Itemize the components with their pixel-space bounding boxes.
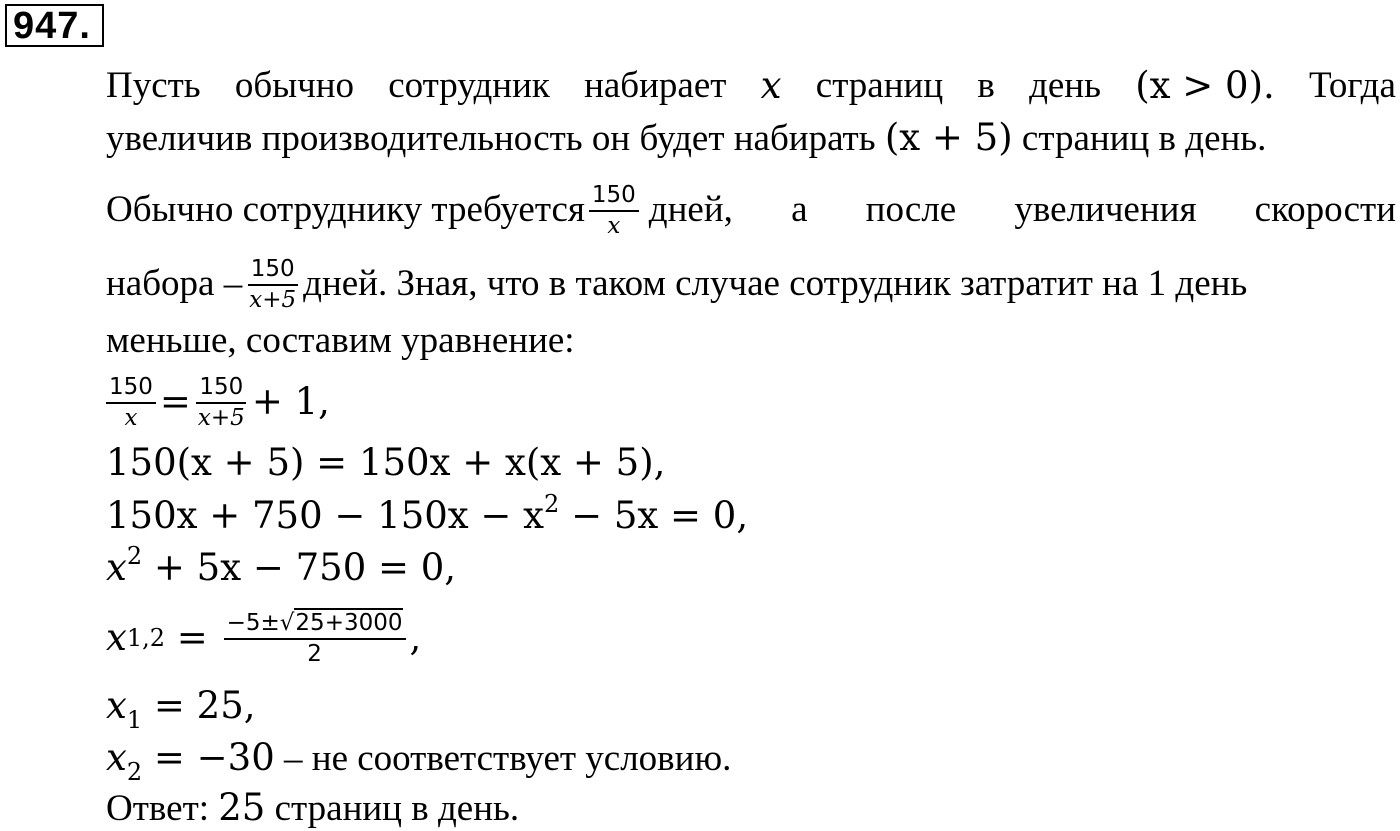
expression-x-plus-5: (x + 5) (884, 116, 1013, 159)
equation-7 (106, 736, 732, 786)
subscript: 2 (126, 758, 143, 786)
denominator (604, 212, 623, 239)
equals-sign: = (165, 616, 220, 659)
denominator-value: x (124, 404, 138, 431)
text: Обычно сотруднику требуется (106, 189, 585, 230)
denominator-value: x+5 (197, 404, 245, 431)
equals-sign: = (159, 380, 191, 423)
answer-line (106, 786, 519, 831)
equation-6 (106, 684, 256, 734)
word: день (1029, 65, 1101, 106)
variable-x: x (760, 64, 782, 107)
fraction-quadratic-formula (224, 610, 406, 667)
paragraph-line-2 (106, 116, 1266, 161)
paragraph-line-4 (106, 252, 1247, 316)
variable-x: x (106, 616, 127, 659)
equation-3 (106, 490, 749, 538)
equation-4 (106, 542, 457, 590)
condition-math: (x > 0). (1135, 64, 1275, 107)
problem-number: 947. (5, 4, 104, 47)
word: набирает (584, 65, 727, 106)
numerator: 150 (589, 182, 639, 212)
word: страниц (815, 65, 944, 106)
text: увеличив производительность он будет набирать (106, 118, 885, 159)
answer-label: Ответ: (106, 788, 219, 829)
equation-text: + 5x − 750 = 0, (142, 546, 457, 589)
numerator (224, 610, 406, 640)
fraction-150-over-x (106, 374, 156, 431)
equation-2 (106, 441, 665, 485)
answer-value: 25 (218, 786, 266, 829)
numerator: 150 (196, 374, 246, 404)
equation-text: − 5x = 0, (559, 494, 749, 537)
denominator-value: x+5 (249, 286, 297, 313)
exponent: 2 (126, 542, 143, 570)
remark-text: – не соответствует условию. (274, 738, 732, 779)
word: в (977, 65, 995, 106)
word: Пусть (106, 65, 201, 106)
equation-5-roots-formula: x 1,2 = $\frac{-5\pm√25+3000}{2}$ , (106, 609, 422, 667)
variable-x: x (106, 684, 127, 727)
word: Тогда (1309, 65, 1396, 106)
paragraph-line-3 (106, 178, 1396, 242)
equation-text: = 25, (142, 684, 256, 727)
text: дней. Зная, что в таком случае сотрудник затратит на 1 день (303, 263, 1248, 304)
word: обычно (234, 65, 354, 106)
fraction-150-over-x (589, 182, 639, 239)
numerator: 150 (106, 374, 156, 404)
variable-x: x (106, 546, 127, 589)
numerator-prefix: −5±√ (226, 609, 295, 636)
equation-text: 150(x + 5) = 150x + x(x + 5), (106, 441, 666, 484)
variable-x: x (106, 736, 127, 779)
text: меньше, составим уравнение: (106, 320, 575, 361)
text: дней, а после увеличения скорости (648, 189, 1396, 230)
denominator (121, 404, 140, 431)
denominator: 2 (307, 640, 322, 667)
denominator (246, 286, 299, 313)
equation-tail: , (409, 616, 422, 659)
subscript: 1 (126, 706, 143, 734)
equation-tail: + 1, (251, 380, 330, 423)
equation-text: = −30 (142, 736, 275, 779)
exponent: 2 (544, 490, 560, 518)
text: набора – (106, 263, 243, 304)
equation-1 (106, 370, 330, 434)
fraction-150-over-x-plus-5 (195, 374, 248, 431)
denominator-value: x (607, 212, 621, 239)
radicand: 25+3000 (295, 609, 403, 636)
word: сотрудник (388, 65, 550, 106)
equation-text: 150x + 750 − 150x − x (106, 494, 545, 537)
paragraph-line-5 (106, 319, 575, 363)
paragraph-line-1 (106, 64, 1396, 108)
numerator: 150 (248, 256, 298, 286)
answer-unit: страниц в день. (265, 788, 520, 829)
fraction-150-over-x-plus-5 (246, 256, 299, 313)
denominator (195, 404, 248, 431)
text: страниц в день. (1012, 118, 1267, 159)
